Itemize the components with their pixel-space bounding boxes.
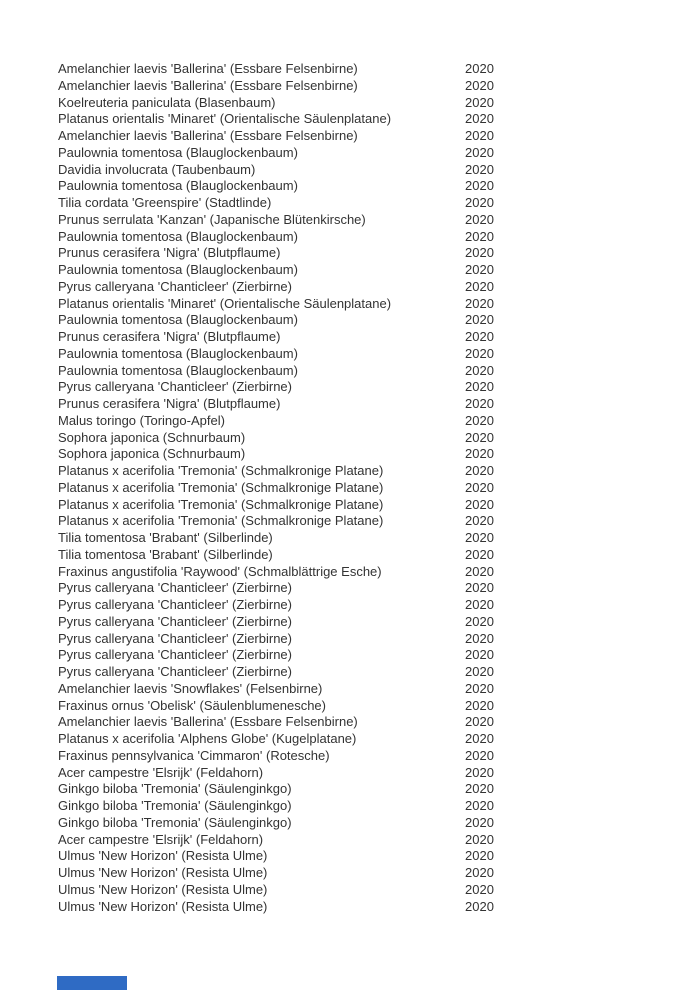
list-item [58,363,494,380]
list-item [58,513,494,530]
planting-year: 2020 [465,245,494,261]
list-item [58,631,494,648]
list-item [58,145,494,162]
planting-year: 2020 [465,262,494,277]
tree-name: Pyrus calleryana 'Chanticleer' (Zierbirne) [58,613,292,629]
planting-year: 2020 [465,848,494,864]
list-item [58,597,494,614]
list-item [58,178,494,195]
tree-name: Amelanchier laevis 'Ballerina' (Essbare Felsenbirne) [58,714,358,730]
tree-name: Amelanchier laevis 'Ballerina' (Essbare Felsenbirne) [58,128,358,143]
tree-name: Platanus x acerifolia 'Tremonia' (Schmalkronige Platane) [58,496,384,512]
list-item [58,580,494,597]
planting-year: 2020 [465,798,494,813]
list-item [58,714,494,731]
list-item [58,815,494,832]
planting-year: 2020 [465,362,494,378]
list-item [58,781,494,798]
tree-name: Ginkgo biloba 'Tremonia' (Säulenginkgo) [58,781,292,797]
planting-year: 2020 [465,312,494,328]
list-item [58,882,494,899]
tree-name: Pyrus calleryana 'Chanticleer' (Zierbirne) [58,580,292,596]
list-item [58,229,494,246]
planting-year: 2020 [465,178,494,194]
tree-name: Pyrus calleryana 'Chanticleer' (Zierbirne) [58,278,292,294]
list-item [58,111,494,128]
list-item [58,497,494,514]
tree-name: Sophora japonica (Schnurbaum) [58,429,246,445]
tree-name: Platanus x acerifolia 'Tremonia' (Schmalkronige Platane) [58,463,384,478]
list-item [58,245,494,262]
list-item [58,765,494,782]
tree-name: Platanus orientalis 'Minaret' (Orientalische Säulenplatane) [58,295,392,311]
list-item [58,463,494,480]
planting-year: 2020 [465,680,494,696]
planting-year: 2020 [465,865,494,880]
tree-name: Tilia tomentosa 'Brabant' (Silberlinde) [58,546,273,562]
planting-year: 2020 [465,546,494,562]
tree-name: Paulownia tomentosa (Blauglockenbaum) [58,144,298,160]
list-item [58,346,494,363]
tree-name: Platanus x acerifolia 'Alphens Globe' (Kugelplatane) [58,731,357,746]
list-item [58,312,494,329]
list-item [58,262,494,279]
planting-year: 2020 [465,278,494,294]
tree-name: Acer campestre 'Elsrijk' (Feldahorn) [58,831,264,847]
tree-name: Prunus cerasifera 'Nigra' (Blutpflaume) [58,329,281,344]
planting-year: 2020 [465,329,494,344]
tree-name: Ginkgo biloba 'Tremonia' (Säulenginkgo) [58,814,292,830]
tree-name: Amelanchier laevis 'Ballerina' (Essbare Felsenbirne) [58,61,358,76]
tree-name: Platanus x acerifolia 'Tremonia' (Schmalkronige Platane) [58,479,384,495]
planting-year: 2020 [465,128,494,143]
planting-year: 2020 [465,211,494,227]
list-item [58,547,494,564]
tree-name: Ulmus 'New Horizon' (Resista Ulme) [58,848,268,864]
list-item [58,430,494,447]
list-item [58,329,494,346]
planting-year: 2020 [465,898,494,914]
list-item [58,614,494,631]
list-item [58,61,494,78]
planting-year: 2020 [465,345,494,361]
list-item [58,731,494,748]
tree-name: Prunus cerasifera 'Nigra' (Blutpflaume) [58,396,281,411]
tree-name: Amelanchier laevis 'Ballerina' (Essbare Felsenbirne) [58,77,358,93]
tree-name: Pyrus calleryana 'Chanticleer' (Zierbirne) [58,379,292,395]
planting-year: 2020 [465,496,494,512]
list-item [58,681,494,698]
tree-name: Paulownia tomentosa (Blauglockenbaum) [58,362,298,378]
tree-name: Tilia cordata 'Greenspire' (Stadtlinde) [58,195,272,210]
tree-name: Ginkgo biloba 'Tremonia' (Säulenginkgo) [58,798,292,813]
list-item [58,195,494,212]
tree-name: Pyrus calleryana 'Chanticleer' (Zierbirne) [58,597,292,612]
list-item [58,396,494,413]
tree-name: Paulownia tomentosa (Blauglockenbaum) [58,312,298,328]
tree-name: Ulmus 'New Horizon' (Resista Ulme) [58,881,268,897]
list-item [58,279,494,296]
planting-year: 2020 [465,161,494,177]
planting-year: 2020 [465,396,494,411]
list-item [58,848,494,865]
tree-name: Fraxinus angustifolia 'Raywood' (Schmalblättrige Esche) [58,563,382,579]
list-item [58,899,494,916]
tree-list [58,61,494,915]
planting-year: 2020 [465,429,494,445]
planting-year: 2020 [465,731,494,746]
tree-name: Paulownia tomentosa (Blauglockenbaum) [58,178,298,194]
list-item [58,698,494,715]
tree-name: Ulmus 'New Horizon' (Resista Ulme) [58,898,268,914]
tree-name: Sophora japonica (Schnurbaum) [58,446,246,462]
list-item [58,446,494,463]
tree-name: Platanus x acerifolia 'Tremonia' (Schmalkronige Platane) [58,513,384,529]
tree-name: Pyrus calleryana 'Chanticleer' (Zierbirne) [58,647,292,663]
planting-year: 2020 [465,111,494,127]
tree-name: Paulownia tomentosa (Blauglockenbaum) [58,345,298,361]
list-item [58,748,494,765]
list-item [58,379,494,396]
planting-year: 2020 [465,831,494,847]
list-item [58,564,494,581]
list-item [58,413,494,430]
tree-name: Koelreuteria paniculata (Blasenbaum) [58,94,276,110]
tree-name: Amelanchier laevis 'Snowflakes' (Felsenbirne) [58,680,323,696]
planting-year: 2020 [465,563,494,579]
planting-year: 2020 [465,195,494,210]
list-item [58,162,494,179]
planting-year: 2020 [465,295,494,311]
tree-name: Prunus serrulata 'Kanzan' (Japanische Blütenkirsche) [58,211,366,227]
planting-year: 2020 [465,379,494,395]
planting-year: 2020 [465,94,494,110]
tree-name: Paulownia tomentosa (Blauglockenbaum) [58,262,298,277]
list-item [58,798,494,815]
list-item [58,832,494,849]
tree-name: Fraxinus pennsylvanica 'Cimmaron' (Rotesche) [58,747,330,763]
planting-year: 2020 [465,144,494,160]
planting-year: 2020 [465,714,494,730]
planting-year: 2020 [465,61,494,76]
tree-name: Ulmus 'New Horizon' (Resista Ulme) [58,865,268,880]
tree-name: Malus toringo (Toringo-Apfel) [58,412,225,428]
list-item [58,664,494,681]
planting-year: 2020 [465,747,494,763]
planting-year: 2020 [465,530,494,545]
planting-year: 2020 [465,463,494,478]
list-item [58,296,494,313]
planting-year: 2020 [465,412,494,428]
planting-year: 2020 [465,479,494,495]
planting-year: 2020 [465,513,494,529]
tree-name: Tilia tomentosa 'Brabant' (Silberlinde) [58,530,273,545]
tree-name: Fraxinus ornus 'Obelisk' (Säulenblumenesche) [58,697,326,713]
planting-year: 2020 [465,613,494,629]
list-item [58,865,494,882]
tree-name: Davidia involucrata (Taubenbaum) [58,161,256,177]
planting-year: 2020 [465,781,494,797]
tree-name: Acer campestre 'Elsrijk' (Feldahorn) [58,764,264,780]
planting-year: 2020 [465,764,494,780]
planting-year: 2020 [465,647,494,663]
planting-year: 2020 [465,580,494,596]
list-item [58,647,494,664]
list-item [58,95,494,112]
tree-name: Prunus cerasifera 'Nigra' (Blutpflaume) [58,245,281,261]
tree-name: Paulownia tomentosa (Blauglockenbaum) [58,228,298,244]
list-item [58,530,494,547]
tree-name: Pyrus calleryana 'Chanticleer' (Zierbirne) [58,630,292,646]
bottom-blue-bar [57,976,127,990]
list-item [58,212,494,229]
planting-year: 2020 [465,881,494,897]
list-item [58,78,494,95]
planting-year: 2020 [465,697,494,713]
planting-year: 2020 [465,228,494,244]
planting-year: 2020 [465,664,494,679]
planting-year: 2020 [465,77,494,93]
list-item [58,128,494,145]
tree-name: Platanus orientalis 'Minaret' (Orientalische Säulenplatane) [58,111,392,127]
tree-name: Pyrus calleryana 'Chanticleer' (Zierbirne) [58,664,292,679]
planting-year: 2020 [465,597,494,612]
planting-year: 2020 [465,814,494,830]
planting-year: 2020 [465,446,494,462]
planting-year: 2020 [465,630,494,646]
list-item [58,480,494,497]
